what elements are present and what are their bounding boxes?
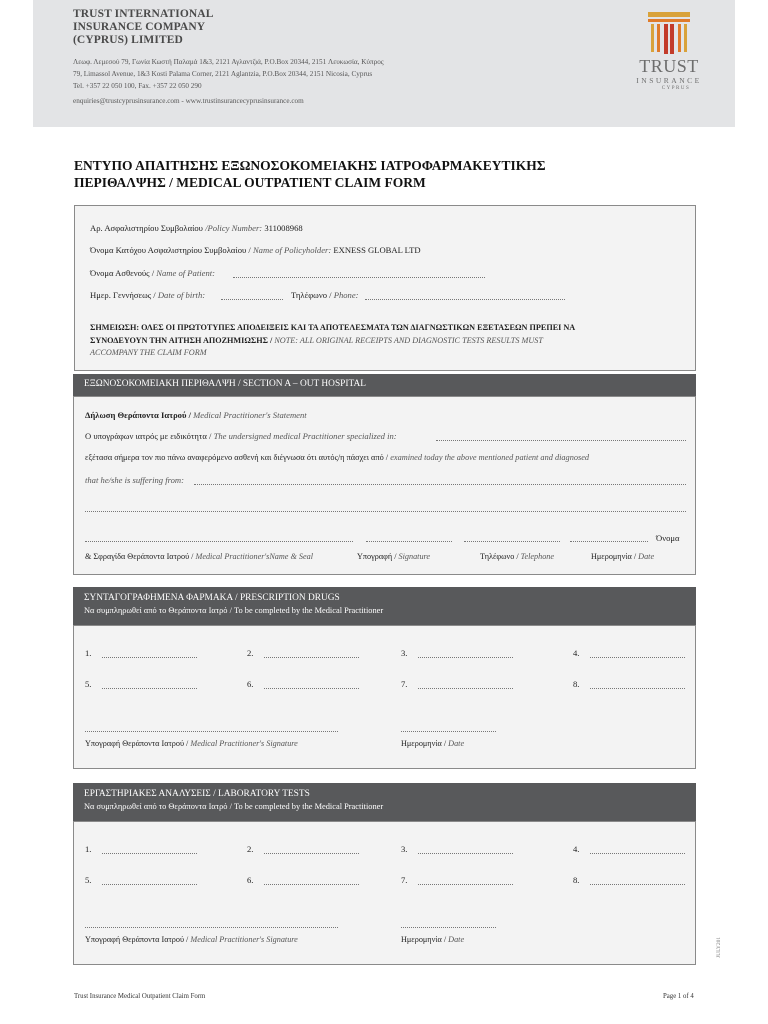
telephone-label-en: Telephone bbox=[520, 552, 555, 561]
laboratory-field-2[interactable] bbox=[264, 853, 359, 854]
section-a-header bbox=[73, 374, 696, 396]
laboratory-field-7[interactable] bbox=[418, 884, 513, 885]
name-seal-label: Name & Seal bbox=[269, 552, 314, 561]
prescription-header bbox=[73, 587, 696, 625]
laboratory-subtitle bbox=[84, 802, 383, 811]
note-english-line1: NOTE: ALL ORIGINAL RECEIPTS AND DIAGNOSTIC TESTS RESULTS MUST bbox=[274, 336, 543, 345]
policy-info-box bbox=[74, 205, 696, 371]
laboratory-subtitle-en: To be completed by the Medical Practitioner bbox=[234, 802, 384, 811]
prescription-date-field[interactable] bbox=[401, 731, 496, 732]
prescription-item-5: 5. bbox=[85, 679, 92, 689]
prescription-signature-label-en: Medical Practitioner's Signature bbox=[190, 739, 298, 748]
patient-name-field[interactable] bbox=[233, 277, 485, 278]
laboratory-signature-label bbox=[85, 935, 298, 944]
laboratory-signature-field[interactable] bbox=[85, 927, 338, 928]
note-english-line2: ACCOMPANY THE CLAIM FORM bbox=[90, 348, 207, 357]
laboratory-signature-label-gr: Υπογραφή Θεράποντα Ιατρού / bbox=[85, 935, 189, 944]
trust-logo-icon bbox=[631, 10, 707, 56]
prescription-field-4[interactable] bbox=[590, 657, 685, 658]
prescription-subtitle bbox=[84, 606, 383, 615]
laboratory-item-8: 8. bbox=[573, 875, 580, 885]
name-label: Όνομα bbox=[656, 533, 680, 543]
form-title bbox=[74, 157, 546, 191]
company-name-line2: INSURANCE COMPANY bbox=[73, 21, 206, 33]
practitioner-name-field[interactable] bbox=[85, 541, 353, 542]
prescription-signature-field[interactable] bbox=[85, 731, 338, 732]
address-english: 79, Limassol Avenue, 1&3 Kosti Palama Corner, 2121 Aglantzia, P.O.Box 20344, 2151 Nicosia, Cyprus bbox=[73, 69, 373, 78]
patient-name-label-en: Name of Patient: bbox=[156, 268, 215, 278]
dob-field[interactable] bbox=[221, 299, 283, 300]
prescription-field-8[interactable] bbox=[590, 688, 685, 689]
patient-name-row bbox=[90, 268, 215, 278]
policyholder-label-en: Name of Policyholder: bbox=[252, 245, 332, 255]
logo-subtitle: INSURANCE bbox=[636, 76, 702, 85]
company-name bbox=[73, 8, 213, 47]
laboratory-date-label-gr: Ημερομηνία / bbox=[401, 935, 447, 944]
phone-field[interactable] bbox=[365, 299, 565, 300]
prescription-signature-label bbox=[85, 739, 298, 748]
policyholder-value[interactable]: EXNESS GLOBAL LTD bbox=[333, 245, 421, 255]
laboratory-field-6[interactable] bbox=[264, 884, 359, 885]
laboratory-item-7: 7. bbox=[401, 875, 408, 885]
signature-label-en: Signature bbox=[398, 552, 431, 561]
address-greek: Λεωφ. Λεμεσού 79, Γωνία Κωστή Παλαμά 1&3, 2121 Αγλαντζιά, P.O.Box 20344, 2151 Λευκωσία, Κύπρος bbox=[73, 58, 384, 66]
patient-name-label-gr: Όνομα Ασθενούς / bbox=[90, 268, 155, 278]
laboratory-header bbox=[73, 783, 696, 821]
prescription-field-1[interactable] bbox=[102, 657, 197, 658]
prescription-title-gr: ΣΥΝΤΑΓΟΓΡΑΦΗΜΕΝΑ ΦΑΡΜΑΚΑ / bbox=[84, 593, 238, 603]
specialty-label-gr: Ο υπογράφων ιατρός με ειδικότητα / bbox=[85, 431, 212, 441]
laboratory-box bbox=[73, 821, 696, 965]
specialty-field[interactable] bbox=[436, 440, 686, 441]
prescription-item-3: 3. bbox=[401, 648, 408, 658]
laboratory-field-4[interactable] bbox=[590, 853, 685, 854]
diagnosis-field-2[interactable] bbox=[85, 511, 686, 512]
laboratory-title-gr: ΕΡΓΑΣΤΗΡΙΑΚΕΣ ΑΝΑΛΥΣΕΙΣ / bbox=[84, 789, 216, 799]
company-address bbox=[73, 57, 384, 108]
prescription-date-label bbox=[401, 739, 464, 748]
prescription-subtitle-gr: Να συμπληρωθεί από το Θεράποντα Ιατρό / bbox=[84, 606, 232, 615]
laboratory-title bbox=[84, 789, 310, 799]
laboratory-title-en: LABORATORY TESTS bbox=[218, 789, 310, 799]
signature-field[interactable] bbox=[366, 541, 452, 542]
diagnosis-field-1[interactable] bbox=[194, 484, 686, 485]
company-name-line1: TRUST INTERNATIONAL bbox=[73, 8, 214, 20]
footer-form-name: Trust Insurance Medical Outpatient Claim Form bbox=[74, 993, 206, 1000]
laboratory-field-3[interactable] bbox=[418, 853, 513, 854]
prescription-field-3[interactable] bbox=[418, 657, 513, 658]
prescription-field-2[interactable] bbox=[264, 657, 359, 658]
prescription-item-1: 1. bbox=[85, 648, 92, 658]
specialty-label-en: The undersigned medical Practitioner specialized in: bbox=[213, 431, 397, 441]
prescription-signature-label-gr: Υπογραφή Θεράποντα Ιατρού / bbox=[85, 739, 189, 748]
laboratory-item-1: 1. bbox=[85, 844, 92, 854]
prescription-title-en: PRESCRIPTION DRUGS bbox=[239, 593, 340, 603]
practitioner-name-label-gr: & Σφραγίδα Θεράποντα Ιατρού / bbox=[85, 552, 194, 561]
laboratory-date-field[interactable] bbox=[401, 927, 496, 928]
laboratory-item-5: 5. bbox=[85, 875, 92, 885]
phone-label-gr: Τηλέφωνο / bbox=[291, 290, 332, 300]
laboratory-signature-label-en: Medical Practitioner's Signature bbox=[190, 935, 298, 944]
signature-label bbox=[357, 552, 430, 561]
company-name-line3: (CYPRUS) LIMITED bbox=[73, 34, 183, 46]
section-a-box bbox=[73, 396, 696, 575]
laboratory-item-3: 3. bbox=[401, 844, 408, 854]
telephone-label bbox=[480, 552, 554, 561]
diagnosis-label-en: examined today the above mentioned patient and diagnosed bbox=[390, 453, 590, 462]
practitioner-name-label bbox=[85, 552, 313, 561]
email-web: enquiries@trustcyprusinsurance.com - www.trustinsurancecyprusinsurance.com bbox=[73, 97, 304, 106]
form-title-line2: ΠΕΡΙΘΑΛΨΗΣ / MEDICAL OUTPATIENT CLAIM FORM bbox=[74, 175, 426, 190]
date-label-en: Date bbox=[638, 552, 655, 561]
statement-label-en: Medical Practitioner's Statement bbox=[193, 410, 307, 420]
laboratory-date-label bbox=[401, 935, 464, 944]
trust-logo bbox=[631, 10, 707, 100]
laboratory-field-5[interactable] bbox=[102, 884, 197, 885]
prescription-subtitle-en: To be completed by the Medical Practitioner bbox=[234, 606, 384, 615]
policyholder-label-gr: Όνομα Κατόχου Ασφαλιστηρίου Συμβολαίου / bbox=[90, 245, 251, 255]
dob-label-gr: Ημερ. Γεννήσεως / bbox=[90, 290, 156, 300]
laboratory-field-1[interactable] bbox=[102, 853, 197, 854]
policy-number-label-en: /Policy Number: bbox=[205, 223, 263, 233]
telephone-label-gr: Τηλέφωνο / bbox=[480, 552, 519, 561]
date-label bbox=[591, 552, 654, 561]
prescription-title bbox=[84, 593, 340, 603]
statement-heading bbox=[85, 410, 307, 420]
laboratory-subtitle-gr: Να συμπληρωθεί από το Θεράποντα Ιατρό / bbox=[84, 802, 232, 811]
prescription-item-8: 8. bbox=[573, 679, 580, 689]
prescription-item-7: 7. bbox=[401, 679, 408, 689]
laboratory-item-6: 6. bbox=[247, 875, 254, 885]
laboratory-item-4: 4. bbox=[573, 844, 580, 854]
note-greek-line1: ΣΗΜΕΙΩΣΗ: ΟΛΕΣ ΟΙ ΠΡΩΤΟΤΥΠΕΣ ΑΠΟΔΕΙΞΕΙΣ ΚΑΙ ΤΑ ΑΠΟΤΕΛΕΣΜΑΤΑ ΤΩΝ ΔΙΑΓΝΩΣΤΙΚΩΝ ΕΞΕΤΑΣΕΩΝ ΠΡΕΠΕΙ ΝΑ bbox=[90, 323, 576, 332]
prescription-field-7[interactable] bbox=[418, 688, 513, 689]
dob-label-en: Date of birth: bbox=[157, 290, 206, 300]
laboratory-date-label-en: Date bbox=[448, 935, 465, 944]
logo-country: CYPRUS bbox=[661, 86, 691, 91]
statement-label-gr: Δήλωση Θεράποντα Ιατρού / bbox=[85, 410, 191, 420]
phone-label-en: Phone: bbox=[333, 290, 359, 300]
diagnosis-label-gr: εξέτασα σήμερα τον πιο πάνω αναφερόμενο ασθενή και διέγνωσα ότι αυτός/η πάσχει από / bbox=[85, 453, 389, 462]
prescription-date-label-en: Date bbox=[448, 739, 465, 748]
policy-number-row bbox=[90, 223, 303, 233]
policy-number-label-gr: Αρ. Ασφαλιστηρίου Συμβολαίου bbox=[90, 223, 203, 233]
letterhead bbox=[33, 0, 735, 127]
laboratory-item-2: 2. bbox=[247, 844, 254, 854]
diagnosis-row bbox=[85, 453, 589, 462]
form-version-code: JULY201 bbox=[716, 936, 722, 958]
date-label-gr: Ημερομηνία / bbox=[591, 552, 637, 561]
prescription-field-5[interactable] bbox=[102, 688, 197, 689]
telephone-field[interactable] bbox=[464, 541, 560, 542]
policyholder-row bbox=[90, 245, 421, 255]
suffering-label: that he/she is suffering from: bbox=[85, 475, 184, 485]
logo-word: TRUST bbox=[639, 56, 699, 76]
note-line2 bbox=[90, 336, 543, 345]
prescription-item-6: 6. bbox=[247, 679, 254, 689]
phone-row bbox=[291, 290, 359, 300]
form-title-line1: ΕΝΤΥΠΟ ΑΠΑΙΤΗΣΗΣ ΕΞΩΝΟΣΟΚΟΜΕΙΑΚΗΣ ΙΑΤΡΟΦΑΡΜΑΚΕΥΤΙΚΗΣ bbox=[74, 158, 546, 173]
phone-fax: Tel. +357 22 050 100, Fax. +357 22 050 290 bbox=[73, 81, 202, 90]
section-a-title: ΕΞΩΝΟΣΟΚΟΜΕΙΑΚΗ ΠΕΡΙΘΑΛΨΗ / SECTION A – OUT HOSPITAL bbox=[84, 379, 366, 389]
prescription-date-label-gr: Ημερομηνία / bbox=[401, 739, 447, 748]
prescription-item-2: 2. bbox=[247, 648, 254, 658]
footer-page-number: Page 1 of 4 bbox=[663, 993, 694, 1000]
prescription-item-4: 4. bbox=[573, 648, 580, 658]
prescription-box bbox=[73, 625, 696, 769]
specialty-row bbox=[85, 431, 397, 441]
prescription-field-6[interactable] bbox=[264, 688, 359, 689]
note-greek-line2: ΣΥΝΟΔΕΥΟΥΝ ΤΗΝ ΑΙΤΗΣΗ ΑΠΟΖΗΜΙΩΣΗΣ / bbox=[90, 336, 273, 345]
signature-label-gr: Υπογραφή / bbox=[357, 552, 397, 561]
dob-row bbox=[90, 290, 205, 300]
policy-number-value[interactable]: 311008968 bbox=[264, 223, 303, 233]
laboratory-field-8[interactable] bbox=[590, 884, 685, 885]
practitioner-name-label-en: Medical Practitioner's bbox=[195, 552, 270, 561]
date-field[interactable] bbox=[570, 541, 648, 542]
